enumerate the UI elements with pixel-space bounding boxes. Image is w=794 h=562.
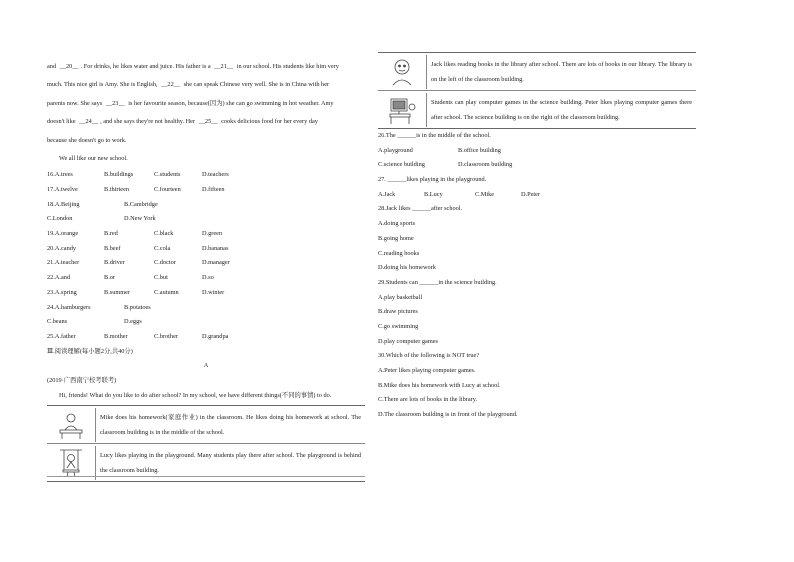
question-stem: 27. ______likes playing in the playground.: [378, 176, 487, 184]
option-choice[interactable]: B.buildings: [104, 171, 134, 179]
blank-21: __21__: [212, 58, 235, 76]
option-choice[interactable]: D.play computer games: [378, 337, 438, 345]
option-choice[interactable]: D.grandpa: [202, 332, 229, 340]
option-text: A.Beijing: [54, 200, 80, 208]
right-column: [378, 52, 696, 423]
option-row: [378, 335, 696, 350]
option-choice[interactable]: D.Peter: [521, 190, 541, 198]
option-choice[interactable]: B.potatoes: [124, 303, 151, 311]
question-number: 20.: [47, 244, 55, 252]
option-choice[interactable]: A.doing sports: [378, 220, 416, 228]
question-row: [47, 242, 365, 257]
option-choice[interactable]: D.fifteen: [202, 186, 225, 194]
option-choice[interactable]: C.go swimming: [378, 322, 419, 330]
option-choice[interactable]: [47, 286, 77, 301]
option-choice[interactable]: C.There are lots of books in the library.: [378, 396, 478, 404]
option-row: [378, 305, 696, 320]
blank-25: __25__: [197, 113, 220, 131]
cloze-passage: [47, 58, 365, 168]
option-choice[interactable]: C.beans: [47, 318, 68, 326]
option-choice[interactable]: B.thirteen: [104, 186, 130, 194]
question-number: 16.: [47, 171, 55, 179]
boy-desk-icon: [47, 408, 96, 442]
option-choice[interactable]: D.green: [202, 230, 223, 238]
option-choice[interactable]: C.London: [47, 215, 73, 223]
cloze-line: and __20__ . For drinks, he likes water and juice. His father is a __21__ in our school. His students like him very: [47, 58, 365, 76]
activity-table-right: [378, 52, 696, 129]
blank-24: __24__: [77, 113, 100, 131]
option-choice[interactable]: B.summer: [104, 288, 131, 296]
option-choice[interactable]: D.eggs: [124, 318, 142, 326]
activity-table-left: [47, 405, 365, 482]
option-choice[interactable]: [47, 227, 78, 242]
option-choice[interactable]: [47, 242, 76, 257]
option-choice[interactable]: C.black: [154, 230, 174, 238]
source-note: (2019·广西南宁校考联考): [47, 376, 117, 384]
option-text: A.candy: [54, 244, 77, 252]
option-choice[interactable]: [47, 301, 91, 316]
option-row: [378, 320, 696, 335]
option-choice[interactable]: B.beef: [104, 244, 121, 252]
cloze-line: doesn't like __24__ , and she says they're not healthy. Her __25__ cooks delicious food for her every day: [47, 113, 365, 131]
option-choice[interactable]: B.Lucy: [424, 190, 443, 198]
option-text: A.father: [54, 332, 76, 340]
option-choice[interactable]: [47, 330, 76, 345]
mike-description: Mike does his homework(家庭作业) in the classroom. He likes doing his homework at school. The classroom building is in the middle of the school.: [100, 413, 361, 436]
question-row: [47, 301, 365, 316]
question-number: 18.: [47, 200, 55, 208]
option-text: A.teacher: [54, 259, 80, 267]
question-row: [47, 315, 365, 330]
cloze-line: much. This nice girl is Amy. She is English, __22__ she can speak Chinese very well. She is in China with her: [47, 76, 365, 94]
option-choice[interactable]: D.doing his homework: [378, 264, 436, 272]
cloze-closing: We all like our new school.: [59, 154, 128, 162]
question-stem: 29.Students can ______in the science building.: [378, 278, 497, 286]
question-row: [47, 330, 365, 345]
question-stem: 26.The ______is in the middle of the school.: [378, 132, 491, 139]
option-choice[interactable]: C.Mike: [475, 190, 495, 198]
option-row: [378, 393, 696, 408]
question-number: 24.: [47, 303, 55, 311]
table-row: [378, 91, 696, 128]
question-row: [47, 256, 365, 271]
option-text: A.hamburgers: [54, 303, 91, 311]
option-choice[interactable]: D.The classroom building is in front of the playground.: [378, 411, 518, 419]
option-choice[interactable]: B.office building: [458, 146, 501, 154]
cloze-options-list: [47, 168, 365, 344]
option-choice[interactable]: B.or: [104, 274, 116, 282]
passage-intro: Hi, friends! What do you like to do after school? In my school, we have different things(不同的事情) to do.: [59, 391, 332, 399]
question-row: [47, 198, 365, 213]
option-choice[interactable]: C.brother: [154, 332, 178, 340]
computer-icon: [378, 93, 427, 127]
question-stem: 28.Jack likes ______after school.: [378, 205, 463, 213]
option-row: [378, 379, 696, 394]
section-heading: Ⅲ.阅读理解(每小题2分,共40分): [47, 347, 133, 355]
option-choice[interactable]: [47, 271, 70, 286]
peter-description: Students can play computer games in the science building. Peter likes playing computer games there after school. The science building is on the right of the classroom building.: [431, 98, 692, 121]
option-choice[interactable]: C.students: [154, 171, 181, 179]
option-choice[interactable]: [47, 256, 79, 271]
option-choice[interactable]: A.Jack: [378, 190, 396, 198]
option-text: A.trees: [54, 171, 73, 179]
option-choice[interactable]: B.going home: [378, 234, 414, 242]
question-number: 25.: [47, 332, 55, 340]
option-choice[interactable]: B.red: [104, 230, 118, 238]
question-row: [47, 227, 365, 242]
option-choice[interactable]: C.doctor: [154, 259, 176, 267]
option-choice[interactable]: B.Cambridge: [124, 200, 158, 208]
blank-20: __20__: [58, 58, 81, 76]
option-choice[interactable]: C.but: [154, 274, 168, 282]
option-choice[interactable]: B.mother: [104, 332, 128, 340]
option-choice[interactable]: C.cola: [154, 244, 171, 252]
boy-reading-icon: [378, 55, 427, 89]
option-choice[interactable]: D.manager: [202, 259, 230, 267]
question-row: [47, 183, 365, 198]
passage-label: A: [203, 362, 209, 370]
option-choice[interactable]: C.science building: [378, 161, 425, 169]
cloze-line: parents now. She says __23__ is her favourite season, because(因为) she can go swimming in hot weather. Amy: [47, 95, 365, 113]
option-choice[interactable]: B.driver: [104, 259, 125, 267]
option-row: [378, 144, 696, 159]
option-choice[interactable]: [47, 198, 80, 213]
option-text: A.spring: [54, 288, 77, 296]
question-number: 23.: [47, 288, 55, 296]
option-row: [378, 261, 696, 276]
option-choice[interactable]: D.classroom building: [458, 161, 513, 169]
option-choice[interactable]: D.so: [202, 274, 214, 282]
option-choice[interactable]: D.bananas: [202, 244, 229, 252]
cloze-line: because she doesn't go to work.: [47, 136, 127, 144]
option-choice[interactable]: A.playground: [378, 146, 413, 154]
option-choice[interactable]: A.play basketball: [378, 293, 423, 301]
table-row: [378, 53, 696, 91]
option-row: [378, 188, 696, 203]
option-text: A.twelve: [54, 186, 78, 194]
girl-swing-icon: [47, 446, 96, 480]
blank-23: __23__: [104, 95, 127, 113]
lucy-description: Lucy likes playing in the playground. Many students play there after school. The playground is behind the classroom building.: [100, 451, 361, 474]
question-row: [47, 212, 365, 227]
question-number: 17.: [47, 186, 55, 194]
question-row: [47, 271, 365, 286]
question-number: 21.: [47, 259, 55, 267]
jack-description: Jack likes reading books in the library after school. There are lots of books in our library. The library is on the left of the classroom building.: [431, 60, 692, 83]
option-choice[interactable]: D.New York: [124, 215, 156, 223]
option-choice[interactable]: D.winter: [202, 288, 225, 296]
question-number: 22.: [47, 274, 55, 282]
question-row: [47, 286, 365, 301]
question-stem: 30.Which of the following is NOT true?: [378, 352, 480, 360]
option-choice[interactable]: C.autumn: [154, 288, 179, 296]
option-row: [378, 158, 696, 173]
question-number: 19.: [47, 230, 55, 238]
left-column: [47, 58, 365, 482]
table-row: [47, 406, 365, 444]
column-bottom-divider: [47, 476, 365, 477]
option-choice[interactable]: [47, 168, 73, 183]
option-row: [378, 291, 696, 306]
option-choice[interactable]: [47, 183, 78, 198]
option-text: A.and: [54, 274, 71, 282]
blank-22: __22__: [159, 76, 182, 94]
option-choice[interactable]: C.reading books: [378, 249, 420, 257]
option-choice[interactable]: A.Peter likes playing computer games.: [378, 367, 476, 374]
option-row: [378, 364, 696, 379]
option-row: [378, 408, 696, 423]
option-choice[interactable]: B.draw pictures: [378, 308, 418, 316]
option-choice[interactable]: C.fourteen: [154, 186, 181, 194]
option-row: [378, 217, 696, 232]
option-choice[interactable]: B.Mike does his homework with Lucy at school.: [378, 381, 501, 389]
option-row: [378, 247, 696, 262]
reading-questions-list: [378, 129, 696, 423]
option-row: [378, 232, 696, 247]
option-choice[interactable]: D.teachers: [202, 171, 229, 179]
question-row: [47, 168, 365, 183]
option-text: A.orange: [54, 230, 79, 238]
